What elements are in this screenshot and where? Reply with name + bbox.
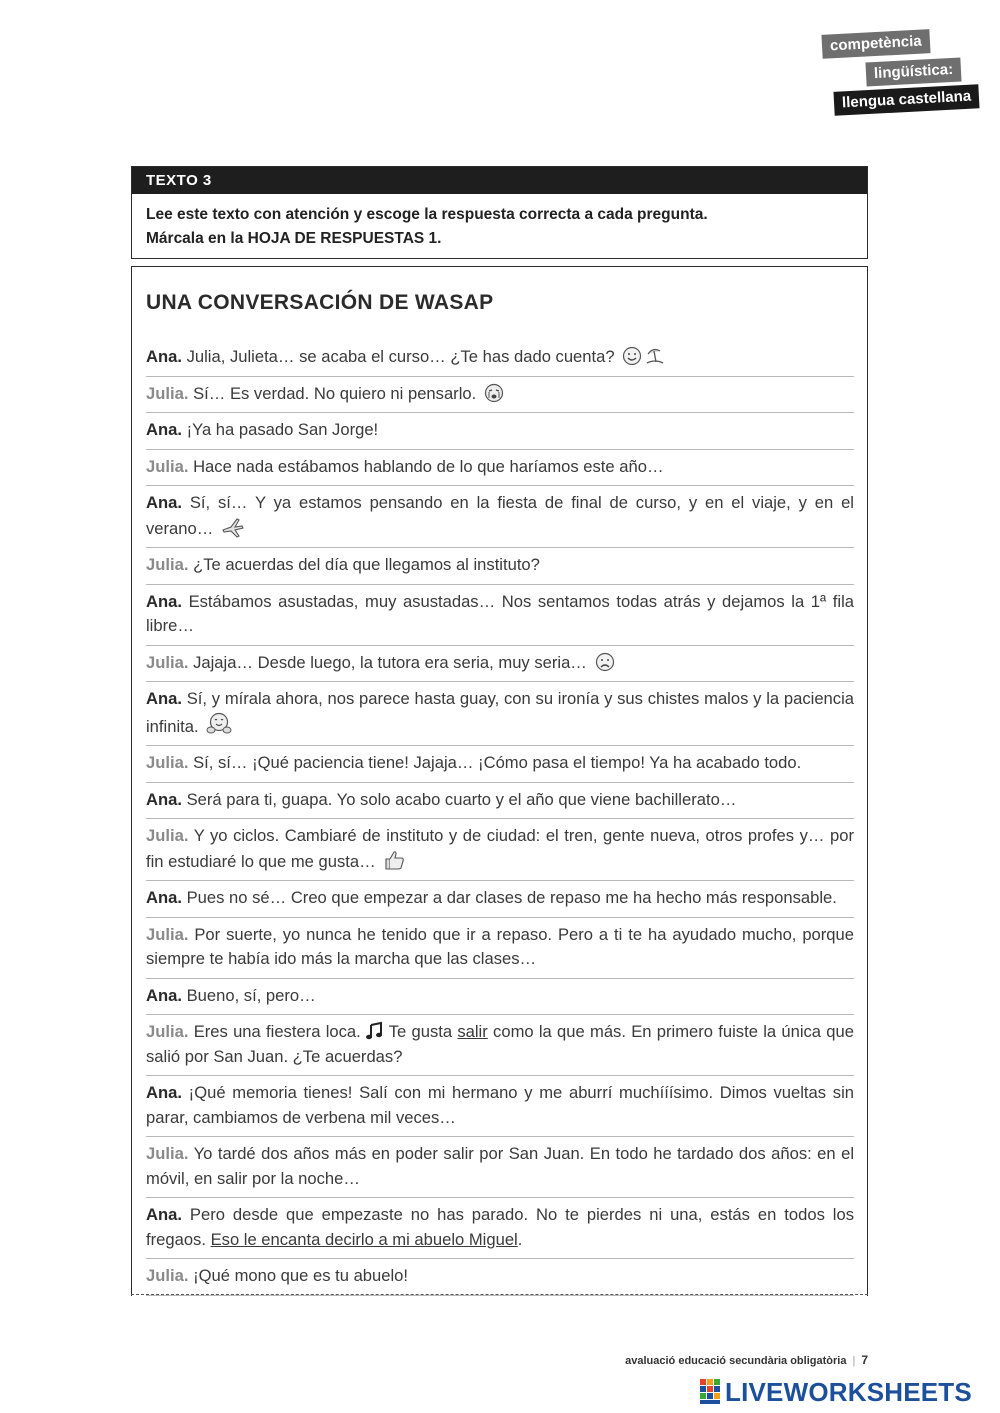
underlined-word: salir xyxy=(457,1022,488,1041)
dialogue-line xyxy=(146,1198,854,1259)
thumbs-up-icon xyxy=(383,849,407,871)
label-llengua-castellana: llengua castellana xyxy=(833,84,979,116)
speaker-name: Julia. xyxy=(146,1266,189,1285)
smile-icon xyxy=(622,346,642,366)
footer-text: avaluació educació secundària obligatòria xyxy=(625,1355,847,1367)
dialogue-line xyxy=(146,548,854,585)
speaker-name: Julia. xyxy=(146,383,189,403)
speaker-name: Julia. xyxy=(146,456,189,476)
instruction-text xyxy=(132,194,867,251)
reading-title: UNA CONVERSACIÓN DE WASAP xyxy=(146,291,494,314)
page-number: 7 xyxy=(861,1353,868,1367)
message-text: Sí, sí… ¡Qué paciencia tiene! Jajaja… ¡Cómo pasa el tiempo! Ya ha acabado todo. xyxy=(193,753,802,772)
music-note-icon xyxy=(364,1021,384,1041)
dialogue-line xyxy=(146,819,854,881)
message-text: ¡Qué memoria tienes! Salí con mi hermano y me aburrí muchííísimo. Dimos vueltas sin parar, cambiamos de verbena mil veces… xyxy=(146,1083,854,1127)
speaker-name: Julia. xyxy=(146,753,189,772)
liveworksheets-logo[interactable] xyxy=(700,1376,972,1408)
speaker-name: Julia. xyxy=(146,1144,189,1163)
beach-umbrella-icon xyxy=(645,346,665,366)
message-text: Sí, y mírala ahora, nos parece hasta guay, con su ironía y sus chistes malos y la paciencia infinita. xyxy=(146,689,854,736)
message-text: ¡Qué mono que es tu abuelo! xyxy=(193,1266,409,1285)
message-text: Julia, Julieta… se acaba el curso… ¿Te has dado cuenta? xyxy=(186,347,615,366)
message-text: Bueno, sí, pero… xyxy=(186,985,316,1005)
dialogue-line xyxy=(146,918,854,979)
dialogue-line xyxy=(146,682,854,746)
speaker-name: Ana. xyxy=(146,493,182,512)
dialogue-line xyxy=(146,746,854,783)
dialogue-line xyxy=(146,881,854,918)
dialogue-line xyxy=(146,979,854,1016)
dialogue-line xyxy=(146,585,854,646)
dialogue-line xyxy=(146,413,854,450)
dialogue-line xyxy=(146,1015,854,1076)
speaker-name: Ana. xyxy=(146,789,182,809)
instruction-box xyxy=(131,166,868,259)
logo-text: LIVEWORKSHEETS xyxy=(725,1376,972,1407)
dialogue-line xyxy=(146,340,854,377)
speaker-name: Julia. xyxy=(146,1022,189,1041)
message-text: Jajaja… Desde luego, la tutora era seria, muy seria… xyxy=(193,652,587,672)
speaker-name: Ana. xyxy=(146,420,182,439)
message-text: Hace nada estábamos hablando de lo que haríamos este año… xyxy=(193,456,664,476)
speaker-name: Julia. xyxy=(146,924,189,944)
message-text: Por suerte, yo nunca he tenido que ir a repaso. Pero a ti te ha ayudado mucho, porque siempre te había ido más la marcha que las clases… xyxy=(146,924,854,968)
instruction-line-2: Márcala en la HOJA DE RESPUESTAS 1. xyxy=(146,230,442,247)
text-number-header: TEXTO 3 xyxy=(132,167,867,194)
speaker-name: Ana. xyxy=(146,1205,182,1224)
dialogue-list xyxy=(146,340,854,1296)
message-text: como la que más. En primero fuiste la única que salió por San Juan. ¿Te acuerdas? xyxy=(146,1022,854,1066)
speaker-name: Ana. xyxy=(146,689,182,708)
message-text: Sí… Es verdad. No quiero ni pensarlo. xyxy=(193,383,477,403)
dialogue-line xyxy=(146,1137,854,1198)
message-text: Estábamos asustadas, muy asustadas… Nos sentamos todas atrás y dejamos la 1ª fila libre… xyxy=(146,591,854,635)
reading-text-box xyxy=(131,266,868,1296)
message-text: ¿Te acuerdas del día que llegamos al instituto? xyxy=(193,555,540,574)
dialogue-line xyxy=(146,450,854,487)
dashed-bottom-border xyxy=(131,1294,868,1295)
speaker-name: Ana. xyxy=(146,985,182,1005)
label-linguistica: lingüística: xyxy=(865,58,961,87)
message-text: . xyxy=(517,1229,523,1249)
dialogue-line xyxy=(146,377,854,414)
dialogue-line xyxy=(146,486,854,548)
message-text: Pero desde que empezaste no has parado. No te pierdes ni una, estás en todos los fregaos. xyxy=(146,1205,854,1249)
label-competencia: competència xyxy=(821,29,930,59)
instruction-line-1: Lee este texto con atención y escoge la respuesta correcta a cada pregunta. xyxy=(146,206,708,223)
dialogue-line xyxy=(146,783,854,820)
message-text: Eres una fiestera loca. xyxy=(193,1022,361,1041)
dialogue-line xyxy=(146,1076,854,1137)
speaker-name: Ana. xyxy=(146,1083,182,1102)
speaker-name: Ana. xyxy=(146,347,182,366)
message-text: Te gusta xyxy=(383,1022,458,1041)
airplane-icon xyxy=(221,516,245,538)
speaker-name: Julia. xyxy=(146,826,189,845)
speaker-name: Ana. xyxy=(146,888,182,907)
underlined-sentence: Eso le encanta decirlo a mi abuelo Miguel xyxy=(210,1229,518,1249)
footer-separator: | xyxy=(852,1355,856,1367)
speaker-name: Julia. xyxy=(146,652,189,672)
dialogue-line xyxy=(146,1259,854,1296)
frown-face-icon xyxy=(595,652,615,672)
crying-face-icon xyxy=(484,383,504,403)
message-text: ¡Ya ha pasado San Jorge! xyxy=(186,420,379,439)
subject-labels xyxy=(800,28,1000,123)
page-footer xyxy=(625,1353,868,1367)
message-text: Sí, sí… Y ya estamos pensando en la fiesta de final de curso, y en el viaje, y en el verano… xyxy=(146,493,854,538)
speaker-name: Julia. xyxy=(146,555,189,574)
message-text: Será para ti, guapa. Yo solo acabo cuarto y el año que viene bachillerato… xyxy=(186,789,737,809)
liveworksheets-mark-icon xyxy=(700,1379,722,1405)
speaker-name: Ana. xyxy=(146,591,182,611)
message-text: Yo tardé dos años más en poder salir por San Juan. En todo he tardado dos años: en el móvil, en salir por la noche… xyxy=(146,1144,855,1188)
message-text: Y yo ciclos. Cambiaré de instituto y de ciudad: el tren, gente nueva, otros profes y… por fin estudiaré lo que me gusta… xyxy=(146,826,854,871)
hugging-face-icon xyxy=(206,712,232,736)
message-text: Pues no sé… Creo que empezar a dar clases de repaso me ha hecho más responsable. xyxy=(186,888,837,907)
dialogue-line xyxy=(146,646,854,683)
